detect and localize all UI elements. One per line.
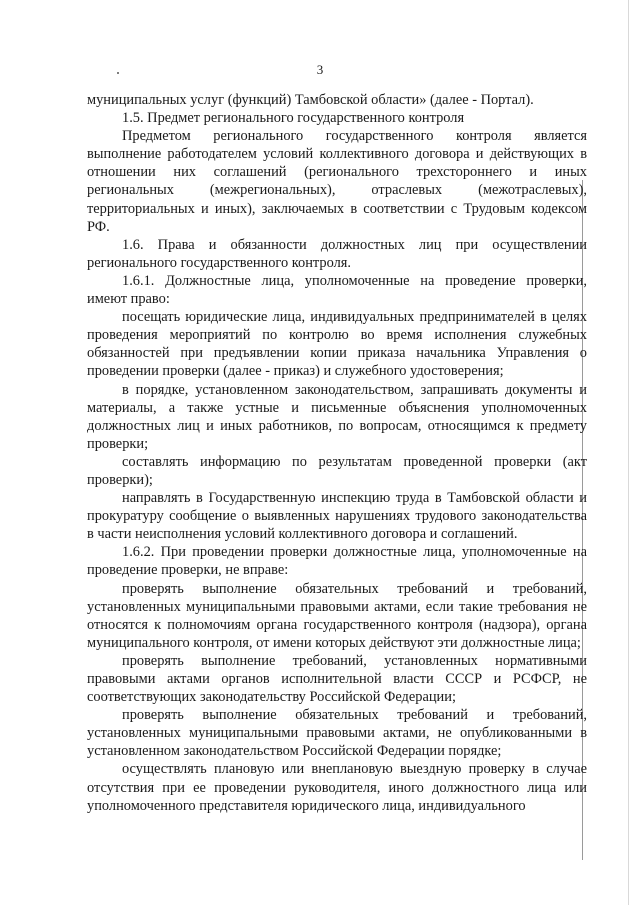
paragraph-right-notify: направлять в Государственную инспекцию труда в Тамбовской области и прокуратуру сообщение о выявленных нарушениях трудового законодательства в части неисполнения условий коллективного договора и соглашений. — [87, 490, 587, 543]
paragraph-1-6-2: 1.6.2. При проведении проверки должностные лица, уполномоченные на проведение проверки, не вправе: — [87, 544, 587, 579]
paragraph-control-subject: Предметом регионального государственного контроля является выполнение работодателем условий коллективного договора и действующих в отношении них соглашений (регионального трехстороннего и иных региональных (межрегиональных), отраслевых (межотраслевых), территориальных и иных), заключаемых в соответствии с Трудовым кодексом РФ. — [87, 128, 587, 235]
paragraph-right-visit: посещать юридические лица, индивидуальных предпринимателей в целях проведения мероприятий по контролю во время исполнения служебных обязанностей при предъявлении копии приказа начальника Управления о проведении проверки (далее - приказ) и служебного удостоверения; — [87, 309, 587, 380]
paragraph-heading-1-5: 1.5. Предмет регионального государственного контроля — [122, 110, 465, 127]
paragraph-prohibit-unpublished: проверять выполнение обязательных требований и требований, установленных муниципальными правовыми актами, не опубликованными в установленном законодательством Российской Федерации порядке; — [87, 707, 587, 760]
paragraph-right-request: в порядке, установленном законодательством, запрашивать документы и материалы, а также устные и письменные объяснения уполномоченных должностных лиц и иных работников, по вопросам, относящимся к предмету проверки; — [87, 381, 587, 452]
paragraph-heading-1-6: 1.6. Права и обязанности должностных лиц при осуществлении регионального государственного контроля. — [87, 236, 587, 271]
paragraph-1-6-1: 1.6.1. Должностные лица, уполномоченные на проведение проверки, имеют право: — [87, 272, 587, 308]
document-body — [87, 91, 587, 815]
page-number: 3 — [316, 62, 324, 77]
paragraph-prohibit-ussr: проверять выполнение требований, установленных нормативными правовыми актами органов исполнительной власти СССР и РСФСР, не соответствующих законодательству Российской Федерации; — [87, 652, 587, 706]
paragraph-right-report: составлять информацию по результатам проведенной проверки (акт проверки); — [87, 453, 587, 488]
paragraph-prohibit-municipal: проверять выполнение обязательных требований и требований, установленных муниципальными правовыми актами, если такие требования не относятся к полномочиям органа государственного контроля (надзора), органа муниципального контроля, от имени которых действуют эти должностные лица; — [87, 580, 587, 651]
page-edge-line — [628, 0, 629, 905]
paragraph-portal-continuation: муниципальных услуг (функций) Тамбовской области» (далее - Портал). — [87, 92, 534, 108]
paragraph-prohibit-absence: осуществлять плановую или внеплановую выездную проверку в случае отсутствия при ее проведении руководителя, иного должностного лица или уполномоченного представителя юридического лица, индивидуального — [87, 761, 587, 814]
